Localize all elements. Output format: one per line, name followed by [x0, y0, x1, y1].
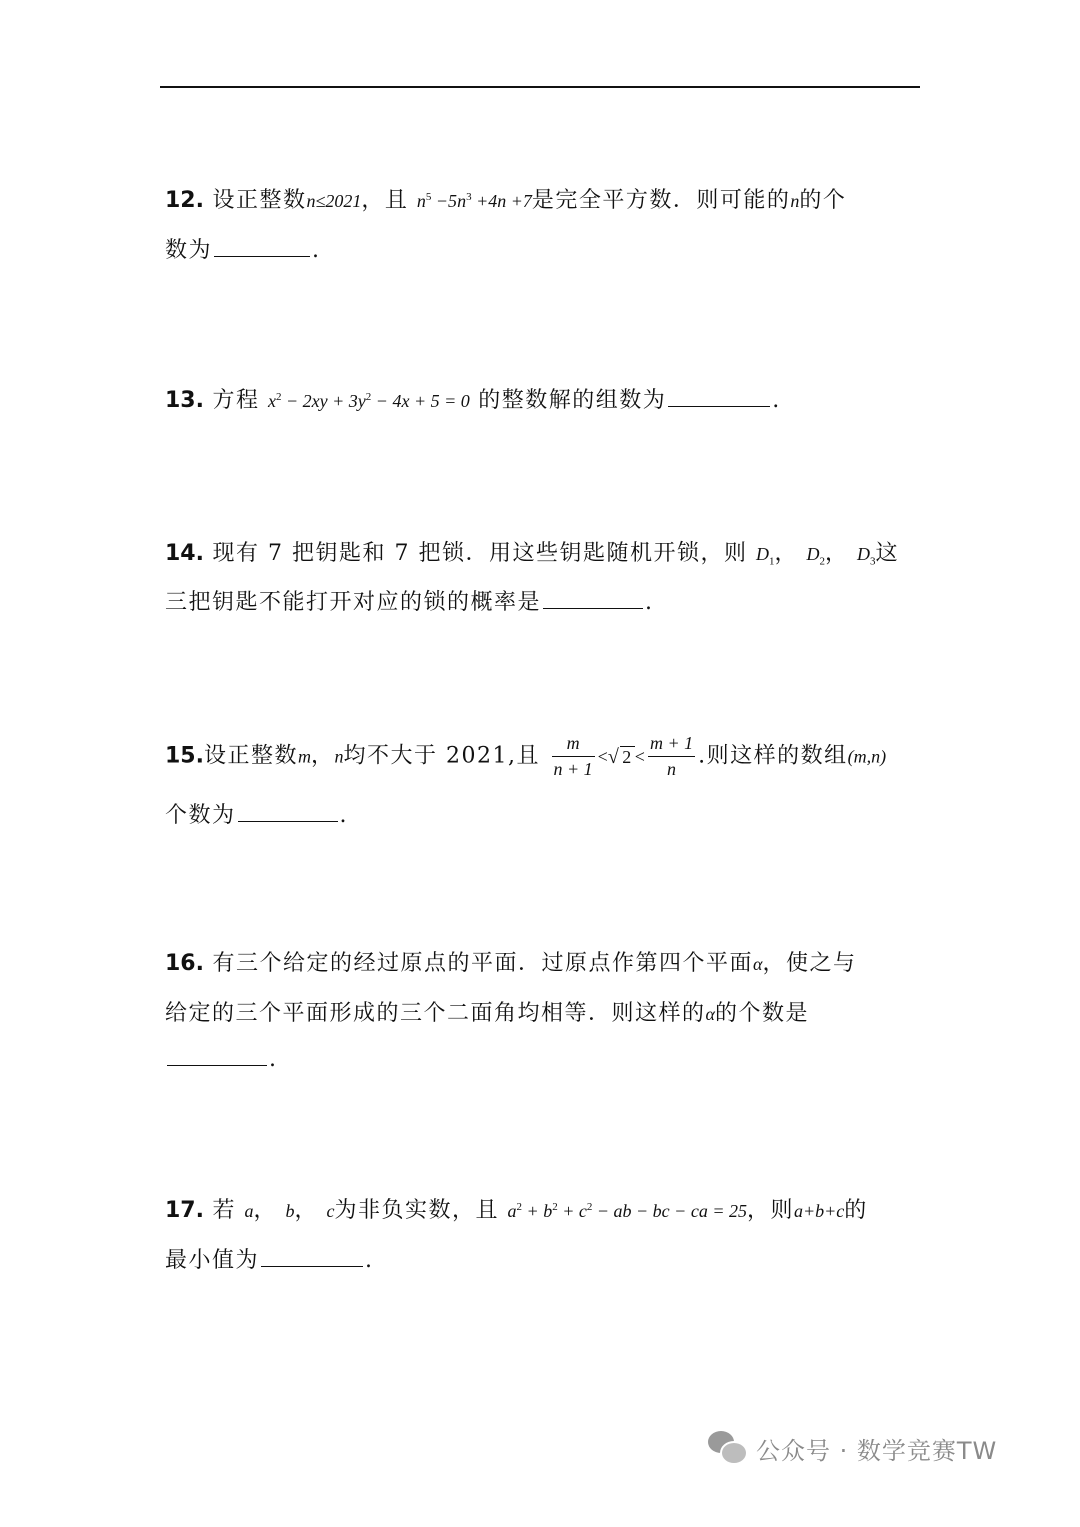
- fraction-m-plus-1-over-n: $\frac{m + 1}{n}$: [649, 733, 694, 779]
- answer-blank[interactable]: [668, 388, 770, 407]
- q15-var-n: n: [334, 746, 344, 767]
- q12-number: 12.: [165, 188, 204, 213]
- var-a: a: [244, 1201, 254, 1221]
- q17-text: 最小值为: [165, 1248, 260, 1273]
- q15-text: 设正整数: [203, 743, 298, 769]
- q12-expression: $n^5 -5n^3 +4n +7$: [416, 191, 532, 211]
- q17-line2: [165, 1243, 374, 1274]
- q12-text: 设正整数: [212, 188, 307, 213]
- q16-line2: [165, 996, 809, 1027]
- alpha-symbol: α: [705, 1004, 715, 1024]
- q15-line2: [165, 798, 348, 829]
- q17-text: 若: [212, 1198, 236, 1223]
- comma: ，: [824, 541, 849, 566]
- q14-line1: [165, 536, 899, 567]
- q16-text: ，使之与: [762, 951, 857, 976]
- q12-var: n: [790, 191, 800, 211]
- q17-line1: [165, 1193, 868, 1224]
- q14-text: 三把钥匙不能打开对应的锁的概率是: [165, 590, 542, 615]
- period: .: [312, 238, 321, 263]
- comma: ，: [311, 743, 335, 769]
- var-c: c: [326, 1201, 335, 1221]
- period: .: [365, 1248, 374, 1273]
- q13-text: 方程: [212, 388, 260, 413]
- q12-condition: n≤2021: [306, 191, 362, 211]
- q15-number: 15.: [165, 743, 204, 769]
- answer-blank[interactable]: [261, 1248, 363, 1267]
- q15-text: .则这样的数组: [698, 743, 848, 769]
- q12-text: 的个: [799, 188, 847, 213]
- answer-blank[interactable]: [214, 238, 310, 257]
- sqrt-2: √ 2: [607, 745, 633, 768]
- key-d2: $D_2$: [806, 544, 825, 568]
- q12-text: ，且: [361, 188, 409, 213]
- q14-text: 这: [875, 541, 899, 566]
- answer-blank[interactable]: [238, 803, 338, 822]
- q12-line2: [165, 233, 321, 264]
- comma: ，: [253, 1198, 278, 1223]
- q13-text: 的整数解的组数为: [478, 388, 667, 413]
- q17-number: 17.: [165, 1198, 204, 1223]
- q12-text: 数为: [165, 238, 213, 263]
- period: .: [339, 803, 349, 828]
- q13-number: 13.: [165, 388, 204, 413]
- var-b: b: [285, 1201, 295, 1221]
- q12-line1: [165, 183, 846, 214]
- q15-line1: 15.设正整数m，n均不大于 2021,且 $\frac{m}{n + 1}$ <√ 2 < $\frac{m + 1}{n}$ .则这样的数组(m,n): [165, 733, 887, 779]
- q16-number: 16.: [165, 951, 204, 976]
- q15-var-m: m: [298, 746, 311, 767]
- period: .: [269, 1047, 278, 1072]
- q13-line1: [165, 383, 781, 414]
- q16-text: 的个数是: [714, 1001, 809, 1026]
- q17-text: 的: [844, 1198, 868, 1223]
- q16-line1: [165, 946, 856, 977]
- key-d1: $D_1$: [755, 544, 775, 568]
- q16-text: 有三个给定的经过原点的平面．过原点作第四个平面: [212, 951, 753, 976]
- q12-text: 是完全平方数．则可能的: [531, 188, 791, 213]
- period: .: [772, 388, 781, 413]
- q15-text: 均不大于 2021,且: [343, 743, 540, 769]
- q14-line2: [165, 585, 654, 616]
- answer-blank[interactable]: [167, 1047, 267, 1066]
- watermark-text: 公众号 · 数学竞赛TW: [756, 1436, 998, 1465]
- key-d3: $D_3$: [856, 544, 876, 568]
- alpha-symbol: α: [753, 954, 763, 974]
- period: .: [645, 590, 654, 615]
- answer-blank[interactable]: [543, 590, 643, 609]
- q13-equation: $x^2 - 2xy + 3y^2 - 4x + 5 = 0$: [268, 391, 470, 411]
- q14-number: 14.: [165, 541, 204, 566]
- wechat-icon: [708, 1431, 746, 1465]
- q16-text: 给定的三个平面形成的三个二面角均相等．则这样的: [165, 1001, 706, 1026]
- q17-sum: a+b+c: [794, 1201, 845, 1221]
- q17-equation: $a^2 + b^2 + c^2$ − ab − bc − ca = 25: [507, 1201, 747, 1221]
- q15-text: 个数为: [165, 803, 236, 828]
- q16-line3: [165, 1047, 278, 1072]
- q17-text: 为非负实数，且: [334, 1198, 500, 1223]
- q15-pair: (m,n): [847, 746, 887, 767]
- fraction-m-over-n-plus-1: $\frac{m}{n + 1}$: [553, 733, 593, 779]
- header-rule: [160, 86, 920, 88]
- q17-text: ，则: [746, 1198, 794, 1223]
- comma: ，: [294, 1198, 319, 1223]
- q14-text: 现有 7 把钥匙和 7 把锁．用这些钥匙随机开锁，则: [212, 541, 748, 566]
- comma: ，: [774, 541, 798, 566]
- watermark: [708, 1428, 997, 1468]
